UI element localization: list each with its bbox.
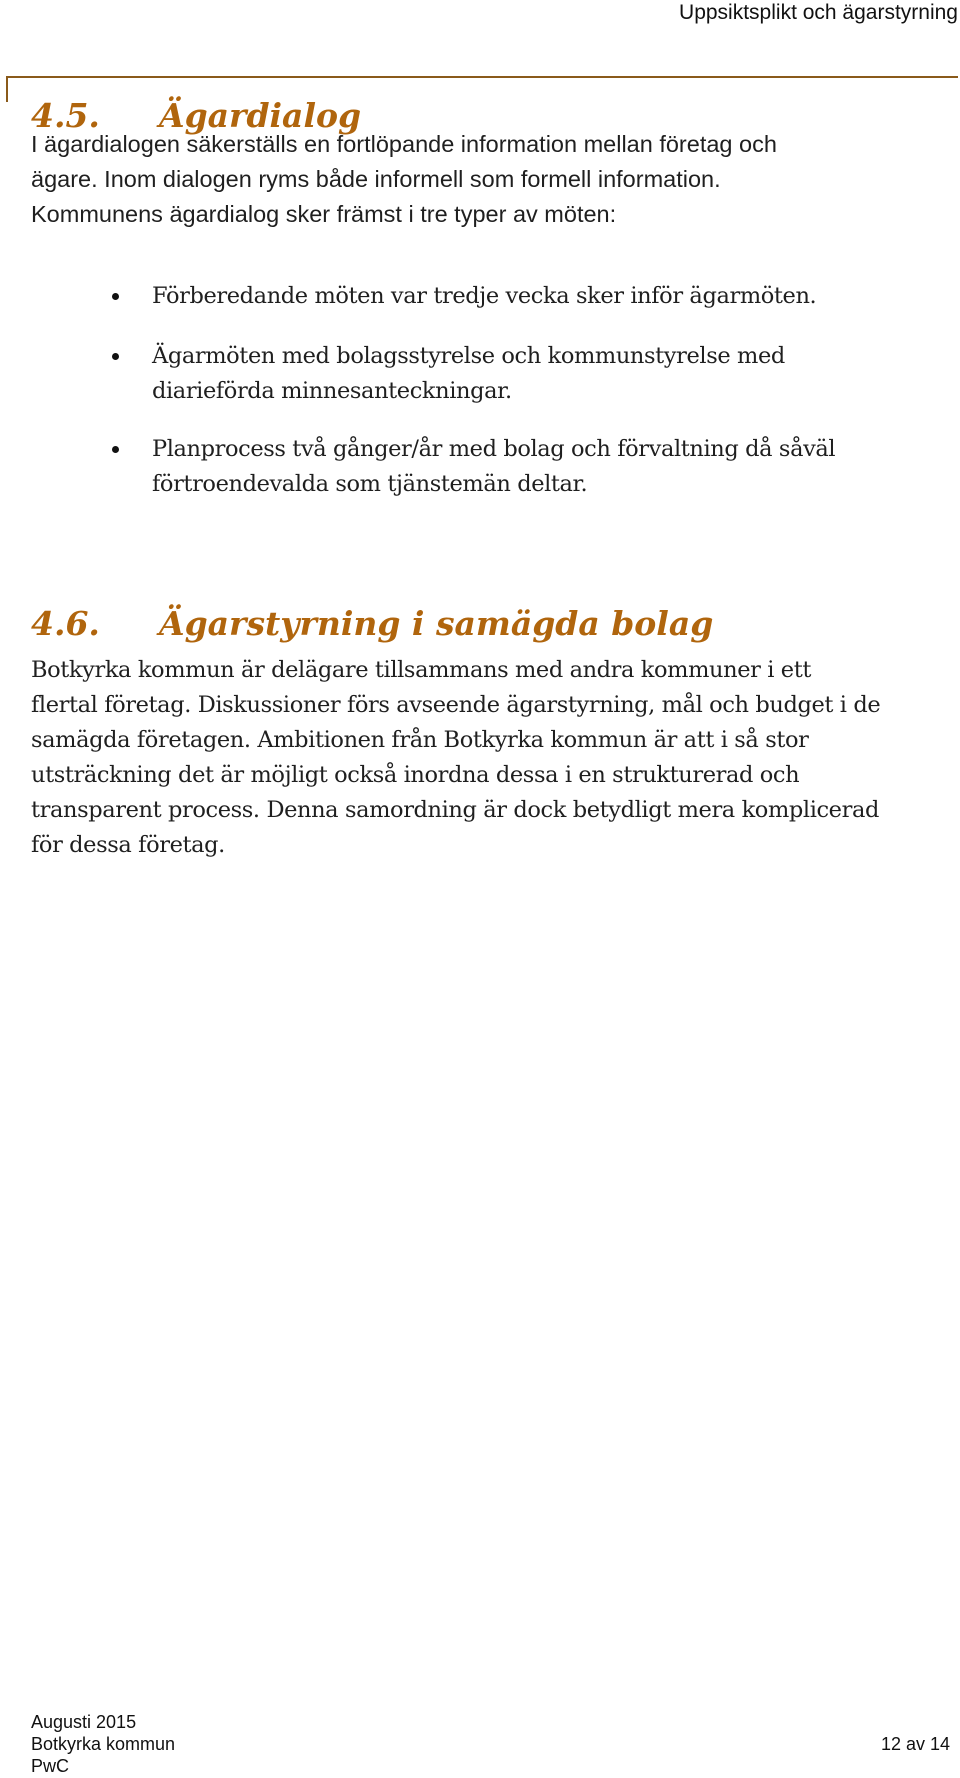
footer-organization: Botkyrka kommun — [31, 1734, 176, 1754]
bullet-item — [152, 279, 952, 314]
bullet-text: förtroendevalda som tjänstemän deltar. — [152, 471, 588, 497]
footer-date: Augusti 2015 — [31, 1712, 137, 1732]
bullet-icon — [112, 293, 119, 300]
header-rule-tick — [6, 76, 8, 102]
footer-company: PwC — [31, 1756, 70, 1776]
text-line: samägda företagen. Ambitionen från Botkyrka kommun är att i så stor — [31, 727, 809, 753]
text-line: ägare. Inom dialogen ryms både informell som formell information. — [31, 166, 721, 192]
bullet-text: Ägarmöten med bolagsstyrelse och kommunstyrelse med — [152, 343, 785, 369]
running-header: Uppsiktsplikt och ägarstyrning — [679, 1, 958, 24]
bullet-text: Förberedande möten var tredje vecka sker inför ägarmöten. — [152, 283, 817, 309]
header-rule — [6, 76, 958, 78]
section-number: 4.5. — [31, 96, 100, 135]
footer-organization-row — [31, 1734, 950, 1755]
section-title: Ägarstyrning i samägda bolag — [159, 604, 714, 643]
text-line: flertal företag. Diskussioner förs avseende ägarstyrning, mål och budget i de — [31, 692, 881, 718]
bullet-text: diarieförda minnesanteckningar. — [152, 378, 512, 404]
text-line: transparent process. Denna samordning är dock betydligt mera komplicerad — [31, 797, 879, 823]
text-line: Botkyrka kommun är delägare tillsammans med andra kommuner i ett — [31, 657, 812, 683]
text-line: Kommunens ägardialog sker främst i tre typer av möten: — [31, 201, 617, 227]
section-heading-4-6 — [31, 604, 713, 643]
section-4-6-body — [31, 653, 951, 863]
text-line: I ägardialogen säkerställs en fortlöpande information mellan företag och — [31, 131, 777, 157]
section-title: Ägardialog — [159, 96, 362, 135]
text-line: utsträckning det är möjligt också inordna dessa i en strukturerad och — [31, 762, 800, 788]
bullet-item — [152, 432, 952, 502]
bullet-icon — [112, 353, 119, 360]
section-4-5-intro — [31, 127, 951, 232]
bullet-icon — [112, 446, 119, 453]
page-number: 12 av 14 — [880, 1734, 950, 1754]
bullet-item — [152, 339, 952, 409]
text-line: för dessa företag. — [31, 832, 225, 858]
bullet-text: Planprocess två gånger/år med bolag och förvaltning då såväl — [152, 436, 836, 462]
section-number: 4.6. — [31, 604, 100, 643]
